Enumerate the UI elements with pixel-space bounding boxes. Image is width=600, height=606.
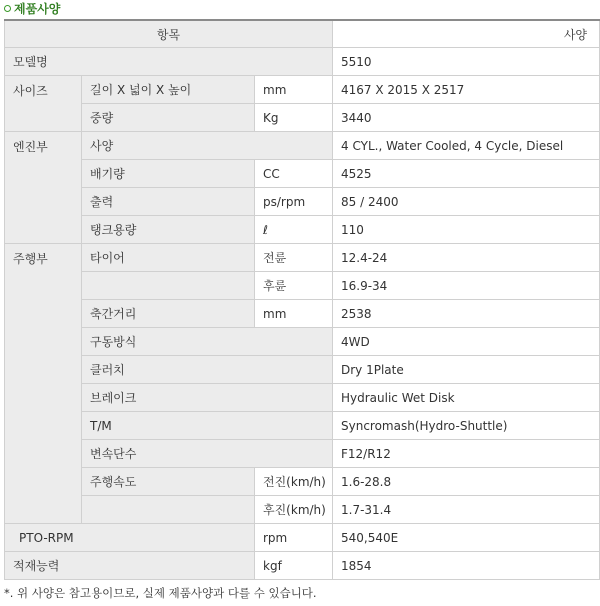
size-group: 사이즈 <box>5 76 82 132</box>
rear-tire-value: 16.9-34 <box>333 272 600 300</box>
tank-value: 110 <box>333 216 600 244</box>
table-row <box>5 188 600 216</box>
table-row <box>5 496 600 524</box>
table-row <box>5 244 600 272</box>
output-value: 85 / 2400 <box>333 188 600 216</box>
table-row <box>5 328 600 356</box>
speed-label: 주행속도 <box>82 468 255 496</box>
tank-label: 탱크용량 <box>82 216 255 244</box>
speed-label-continued <box>82 496 255 524</box>
output-label: 출력 <box>82 188 255 216</box>
table-row <box>5 412 600 440</box>
weight-label: 중량 <box>82 104 255 132</box>
disclaimer-footnote: *. 위 사양은 참고용이므로, 실제 제품사양과 다를 수 있습니다. <box>4 586 317 600</box>
table-row <box>5 524 600 552</box>
drive-group: 주행부 <box>5 244 82 524</box>
wheelbase-label: 축간거리 <box>82 300 255 328</box>
wheelbase-unit: mm <box>255 300 333 328</box>
rear-tire-unit: 후륜 <box>255 272 333 300</box>
brake-value: Hydraulic Wet Disk <box>333 384 600 412</box>
forward-unit: 전진(km/h) <box>255 468 333 496</box>
table-row <box>5 356 600 384</box>
table-row <box>5 300 600 328</box>
size-label: 길이 X 넓이 X 높이 <box>82 76 255 104</box>
load-unit: kgf <box>255 552 333 580</box>
circle-bullet-icon <box>4 5 11 12</box>
weight-unit: Kg <box>255 104 333 132</box>
displacement-label: 배기량 <box>82 160 255 188</box>
engine-value: 4 CYL., Water Cooled, 4 Cycle, Diesel <box>333 132 600 160</box>
load-label: 적재능력 <box>5 552 255 580</box>
gears-label: 변속단수 <box>82 440 333 468</box>
table-row <box>5 216 600 244</box>
table-row <box>5 132 600 160</box>
table-row <box>5 160 600 188</box>
table-row <box>5 76 600 104</box>
brake-label: 브레이크 <box>82 384 333 412</box>
front-tire-unit: 전륜 <box>255 244 333 272</box>
model-value: 5510 <box>333 48 600 76</box>
pto-unit: rpm <box>255 524 333 552</box>
size-unit: mm <box>255 76 333 104</box>
output-unit: ps/rpm <box>255 188 333 216</box>
header-spec: 사양 <box>333 20 600 48</box>
table-row <box>5 272 600 300</box>
reverse-unit: 후진(km/h) <box>255 496 333 524</box>
table-row <box>5 48 600 76</box>
table-row <box>5 468 600 496</box>
wheelbase-value: 2538 <box>333 300 600 328</box>
front-tire-value: 12.4-24 <box>333 244 600 272</box>
table-row <box>5 552 600 580</box>
displacement-value: 4525 <box>333 160 600 188</box>
engine-group: 엔진부 <box>5 132 82 244</box>
load-value: 1854 <box>333 552 600 580</box>
tire-label-continued <box>82 272 255 300</box>
tm-value: Syncromash(Hydro-Shuttle) <box>333 412 600 440</box>
table-row <box>5 384 600 412</box>
tm-label: T/M <box>82 412 333 440</box>
table-header-row <box>5 20 600 48</box>
forward-value: 1.6-28.8 <box>333 468 600 496</box>
clutch-value: Dry 1Plate <box>333 356 600 384</box>
tire-label: 타이어 <box>82 244 255 272</box>
section-title <box>0 0 600 18</box>
displacement-unit: CC <box>255 160 333 188</box>
drive-type-value: 4WD <box>333 328 600 356</box>
drive-type-label: 구동방식 <box>82 328 333 356</box>
spec-table <box>4 19 600 580</box>
pto-label: PTO-RPM <box>5 524 255 552</box>
weight-value: 3440 <box>333 104 600 132</box>
engine-label: 사양 <box>82 132 333 160</box>
table-row <box>5 104 600 132</box>
header-item: 항목 <box>5 20 333 48</box>
pto-value: 540,540E <box>333 524 600 552</box>
size-value: 4167 X 2015 X 2517 <box>333 76 600 104</box>
gears-value: F12/R12 <box>333 440 600 468</box>
section-title-text: 제품사양 <box>14 2 61 16</box>
tank-unit: ℓ <box>255 216 333 244</box>
model-label: 모델명 <box>5 48 333 76</box>
table-row <box>5 440 600 468</box>
clutch-label: 클러치 <box>82 356 333 384</box>
reverse-value: 1.7-31.4 <box>333 496 600 524</box>
